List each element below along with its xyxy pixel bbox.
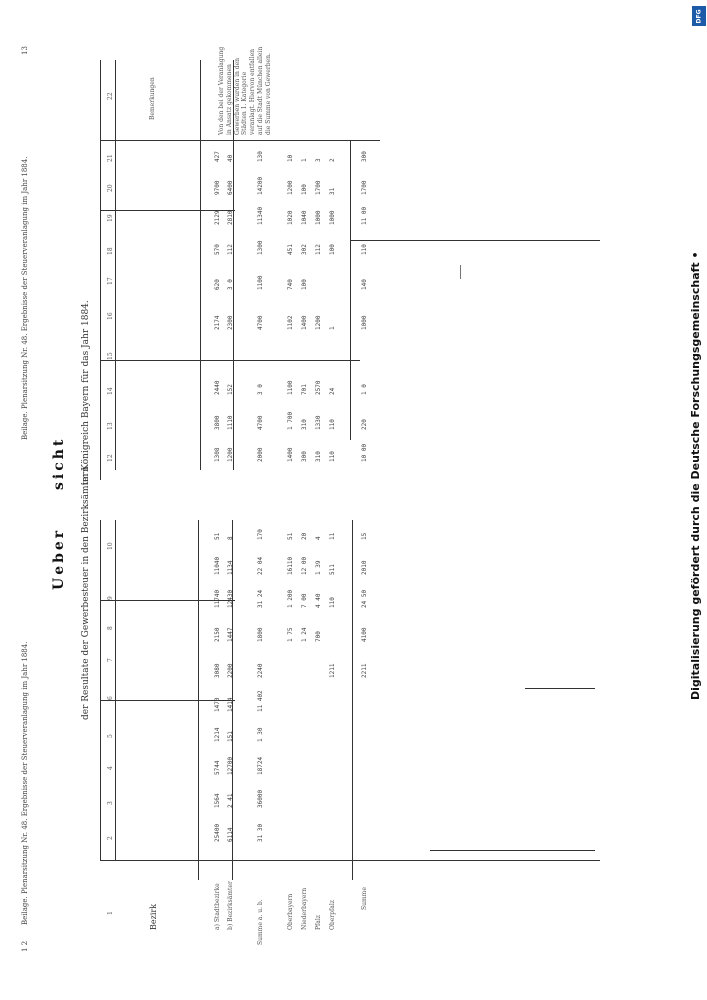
col-number: 14: [107, 387, 114, 395]
table-left-subtitle: der Resultate der Gewerbesteuer in den Bezirksämtern: [81, 466, 91, 720]
cell: 130: [257, 151, 264, 162]
cell: 701: [301, 384, 308, 395]
cell: 1 200: [287, 589, 294, 608]
col-number: 20: [107, 184, 114, 192]
cell: 1020: [287, 210, 294, 225]
cell: 1 39: [315, 560, 322, 575]
cell: 1400: [287, 447, 294, 462]
cell: 3 0: [227, 279, 234, 290]
cell: 20: [301, 532, 308, 540]
cell: 1200: [227, 447, 234, 462]
col-number: 6: [107, 696, 114, 700]
col-number: 10: [107, 542, 114, 550]
cell: 10: [287, 154, 294, 162]
cell: 1564: [214, 793, 221, 808]
cell: 100: [301, 184, 308, 195]
cell: 2200: [227, 663, 234, 678]
cell: 1 0: [361, 384, 368, 395]
col-number: 4: [107, 766, 114, 770]
table-left-title: Ueber: [51, 527, 67, 590]
cell: 40: [227, 154, 234, 162]
col-number: 22: [107, 92, 114, 100]
cell: 1: [301, 158, 308, 162]
col-number: 19: [107, 214, 114, 222]
cell: 1102: [287, 315, 294, 330]
col-number: 13: [107, 422, 114, 430]
cell: 2174: [214, 315, 221, 330]
table-right-col-divider-3: [100, 360, 360, 361]
cell: 2129: [214, 210, 221, 225]
row-label: Niederbayern: [301, 887, 308, 930]
cell: 1 700: [287, 411, 294, 430]
running-header-left: Beilage. Plenarsitzung Nr. 48. Ergebnisse der Steuerveranlagung im Jahr 1884.: [21, 641, 29, 925]
cell: 1330: [315, 415, 322, 430]
col-number: 17: [107, 277, 114, 285]
cell: 24: [329, 387, 336, 395]
page-number-left: 1 2: [21, 940, 29, 952]
cell: 3080: [214, 663, 221, 678]
cell: 300: [361, 151, 368, 162]
cell: 3: [315, 158, 322, 162]
cell: 1100: [257, 275, 264, 290]
cell: 110: [329, 419, 336, 430]
table-right-bottom-rule: [350, 140, 351, 440]
cell: 4700: [257, 415, 264, 430]
cell: 11: [329, 532, 336, 540]
table-left-divider-3: [430, 850, 595, 851]
cell: 22 04: [257, 556, 264, 575]
cell: 300: [301, 451, 308, 462]
col-number: 5: [107, 734, 114, 738]
col-number: 21: [107, 154, 114, 162]
cell: 110: [329, 597, 336, 608]
col-number: 2: [107, 836, 114, 840]
cell: 24 50: [361, 589, 368, 608]
col-number: 12: [107, 454, 114, 462]
table-right-title: sicht: [51, 436, 67, 490]
cell: 1700: [361, 180, 368, 195]
cell: 51: [214, 532, 221, 540]
cell: 1 30: [257, 727, 264, 742]
cell: 112: [227, 244, 234, 255]
table-left-bottom-rule: [352, 520, 353, 880]
cell: 2240: [257, 663, 264, 678]
cell: 11 00: [361, 206, 368, 225]
cell: 1 75: [287, 627, 294, 642]
table-right-col-divider-1: [100, 140, 380, 141]
cell: 2 41: [227, 793, 234, 808]
cell: 6114: [227, 827, 234, 842]
row-label: Summe a. u. b.: [257, 899, 264, 945]
col-number: 1: [107, 911, 114, 915]
cell: 1 24: [301, 627, 308, 642]
cell: 11040: [214, 556, 221, 575]
row-label: Pfalz: [315, 915, 322, 930]
cell: 2150: [214, 627, 221, 642]
cell: 12430: [227, 589, 234, 608]
cell: 9700: [214, 180, 221, 195]
cell: 25400: [214, 823, 221, 842]
cell: 140: [361, 279, 368, 290]
cell: 2570: [315, 380, 322, 395]
cell: 3 0: [257, 384, 264, 395]
cell: 1211: [329, 663, 336, 678]
cell: 5744: [214, 760, 221, 775]
table-left-header-rule: [115, 520, 116, 860]
running-header-right: Beilage. Plenarsitzung Nr. 48. Ergebnisse der Steuerveranlagung im Jahr 1884.: [21, 156, 29, 440]
col-number: 8: [107, 626, 114, 630]
cell: 4100: [361, 627, 368, 642]
cell: 1000: [315, 210, 322, 225]
cell: 511: [329, 564, 336, 575]
cell: 1110: [227, 415, 234, 430]
page-number-right: 13: [21, 46, 29, 55]
cell: 11 402: [257, 690, 264, 712]
cell: 2810: [227, 210, 234, 225]
cell: 310: [315, 451, 322, 462]
cell: 6400: [227, 180, 234, 195]
row-label: b) Bezirksämter: [227, 881, 234, 930]
cell: 302: [301, 244, 308, 255]
table-right-top-rule: [100, 60, 101, 480]
cell: 1414: [227, 697, 234, 712]
cell: 112: [315, 244, 322, 255]
col-number: 18: [107, 247, 114, 255]
cell: 1200: [287, 180, 294, 195]
cell: 1: [329, 326, 336, 330]
cell: 100: [329, 244, 336, 255]
cell: 1200: [315, 315, 322, 330]
cell: 740: [287, 279, 294, 290]
cell: 31 24: [257, 589, 264, 608]
cell: 220: [361, 419, 368, 430]
cell: 14200: [257, 176, 264, 195]
cell: 1134: [227, 560, 234, 575]
table-right-body-rule: [200, 60, 201, 470]
cell: 15: [361, 532, 368, 540]
cell: 110: [361, 244, 368, 255]
cell: 31 30: [257, 823, 264, 842]
table-right-divider-4: [350, 240, 600, 241]
cell: 451: [287, 244, 294, 255]
col-number: 7: [107, 658, 114, 662]
cell: 1300: [257, 240, 264, 255]
table-right-subtitle: im Königreich Bayern für das Jahr 1884.: [81, 300, 91, 485]
cell: 10 00: [361, 443, 368, 462]
table-left-top-rule: [100, 520, 101, 860]
cell: 310: [301, 419, 308, 430]
cell: 1000: [329, 210, 336, 225]
cell: 3800: [214, 415, 221, 430]
table-left-divider-4: [525, 688, 595, 689]
cell: 4700: [257, 315, 264, 330]
scan-credit: Digitalisierung gefördert durch die Deutsche Forschungsgemeinschaft •: [689, 251, 702, 700]
dfg-logo-text: DFG: [695, 8, 703, 24]
remarks-text: Von den bei der Veranlagung in Ansatz gekommenen Gewerben wurden in den Städten 1. Kategorie veranlagt. Hiervon entfallen auf die Stadt München allein die Summe von Gewerben.: [218, 46, 272, 135]
cell: 1040: [301, 210, 308, 225]
cell: 2010: [361, 560, 368, 575]
cell: 1100: [287, 380, 294, 395]
cell: 16110: [287, 556, 294, 575]
cell: 1000: [361, 315, 368, 330]
dfg-logo-icon: [692, 6, 706, 26]
table-right-header-rule: [115, 60, 116, 470]
cell: 151: [227, 731, 234, 742]
col-number: 9: [107, 596, 114, 600]
cell: 1800: [257, 627, 264, 642]
cell: 1214: [214, 727, 221, 742]
cell: 18724: [257, 756, 264, 775]
cell: 31: [329, 187, 336, 195]
cell: 36000: [257, 789, 264, 808]
cell: 620: [214, 279, 221, 290]
cell: 100: [301, 279, 308, 290]
cell: 2000: [257, 447, 264, 462]
cell: 1700: [315, 180, 322, 195]
cell: 11740: [214, 589, 221, 608]
col-number: 15: [107, 352, 114, 360]
cell: 12 00: [301, 556, 308, 575]
cell: 427: [214, 151, 221, 162]
row-label: a) Stadtbezirke: [214, 883, 221, 930]
row-label: Oberpfalz: [329, 900, 336, 930]
cell: 11340: [257, 206, 264, 225]
table-right-tick: [460, 265, 461, 279]
cell: 1447: [227, 627, 234, 642]
cell: 4: [315, 536, 322, 540]
cell: 1308: [214, 447, 221, 462]
col-number: 3: [107, 801, 114, 805]
cell: 2440: [214, 380, 221, 395]
cell: 2: [329, 158, 336, 162]
cell: 570: [214, 244, 221, 255]
remarks-header: Bemerkungen: [149, 77, 156, 120]
cell: 700: [315, 631, 322, 642]
row-header-label: Bezirk: [149, 903, 158, 930]
cell: 2211: [361, 663, 368, 678]
cell: 170: [257, 529, 264, 540]
col-number: 16: [107, 312, 114, 320]
table-left-label-divider: [100, 860, 600, 861]
cell: 4 40: [315, 593, 322, 608]
row-label: Summe: [361, 887, 368, 910]
cell: 1470: [214, 697, 221, 712]
cell: 2300: [227, 315, 234, 330]
cell: 7 00: [301, 593, 308, 608]
cell: 51: [287, 532, 294, 540]
row-label: Oberbayern: [287, 893, 294, 930]
cell: 12700: [227, 756, 234, 775]
cell: 1400: [301, 315, 308, 330]
cell: 110: [329, 451, 336, 462]
cell: 152: [227, 384, 234, 395]
cell: 8: [227, 536, 234, 540]
